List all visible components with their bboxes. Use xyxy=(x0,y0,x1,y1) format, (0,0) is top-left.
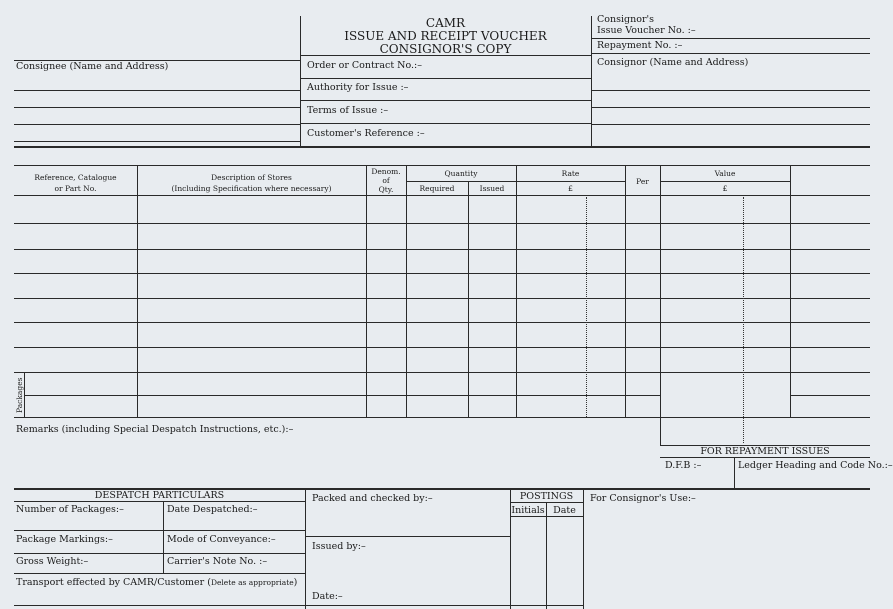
divider xyxy=(366,165,367,417)
divider xyxy=(305,536,510,537)
rate-currency: £ xyxy=(568,184,573,193)
col-header-quantity: Quantity xyxy=(444,169,478,178)
table-row-line xyxy=(24,395,660,396)
divider xyxy=(591,53,870,54)
divider xyxy=(24,372,25,417)
divider xyxy=(14,107,300,108)
postings-date: Date xyxy=(553,505,576,516)
divider xyxy=(14,573,305,574)
divider xyxy=(790,165,791,417)
divider xyxy=(660,165,661,445)
divider xyxy=(591,107,870,108)
col-header-per: Per xyxy=(636,177,649,186)
divider xyxy=(583,488,584,609)
despatch-heading: DESPATCH PARTICULARS xyxy=(94,490,225,501)
divider xyxy=(163,501,164,573)
repayment-heading: FOR REPAYMENT ISSUES xyxy=(700,446,830,457)
divider xyxy=(14,605,584,606)
table-row-line xyxy=(14,249,870,250)
carriers-note-field[interactable]: Carrier's Note No. :– xyxy=(167,556,268,567)
divider xyxy=(591,38,870,39)
form-header xyxy=(300,17,591,56)
divider xyxy=(516,165,517,417)
consignor-use-field[interactable]: For Consignor's Use:– xyxy=(590,493,696,504)
dfb-field[interactable]: D.F.B :– xyxy=(665,460,702,471)
org-title: CAMR xyxy=(425,16,466,30)
divider xyxy=(14,141,300,142)
customer-ref-field[interactable]: Customer's Reference :– xyxy=(307,128,425,139)
divider xyxy=(14,501,305,502)
divider xyxy=(300,100,591,101)
copy-label: CONSIGNOR'S COPY xyxy=(379,42,512,56)
date-field[interactable]: Date:– xyxy=(312,591,343,602)
divider xyxy=(516,181,625,182)
col-header-reference: Reference, Catalogue or Part No. xyxy=(34,173,117,193)
col-header-description: Description of Stores (Including Specification where necessary) xyxy=(171,173,332,193)
form-title: ISSUE AND RECEIPT VOUCHER xyxy=(344,29,547,43)
transport-field[interactable]: Transport effected by CAMR/Customer (Delete as appropriate) xyxy=(16,577,298,588)
pence-divider xyxy=(586,197,587,417)
packed-checked-field[interactable]: Packed and checked by:– xyxy=(312,493,433,504)
date-despatched-field[interactable]: Date Despatched:– xyxy=(167,504,258,515)
divider xyxy=(591,124,870,125)
mode-conveyance-field[interactable]: Mode of Conveyance:– xyxy=(167,534,276,545)
authority-field[interactable]: Authority for Issue :– xyxy=(307,82,409,93)
table-row-line xyxy=(14,347,870,348)
divider xyxy=(406,165,407,417)
divider xyxy=(14,553,305,554)
divider xyxy=(137,165,138,417)
divider xyxy=(14,530,305,531)
ledger-field[interactable]: Ledger Heading and Code No.:– xyxy=(738,460,893,471)
issue-voucher-field[interactable]: Issue Voucher No. :– xyxy=(597,25,696,36)
divider xyxy=(305,488,306,609)
table-row-line xyxy=(14,273,870,274)
col-header-required: Required xyxy=(419,184,455,193)
col-header-issued: Issued xyxy=(479,184,505,193)
col-header-rate: Rate xyxy=(561,169,580,178)
divider xyxy=(14,195,870,196)
divider xyxy=(468,181,469,417)
order-contract-field[interactable]: Order or Contract No.:– xyxy=(307,60,422,71)
remarks-label: Remarks (including Special Despatch Instructions, etc.):– xyxy=(16,424,294,435)
divider xyxy=(591,90,870,91)
table-row-line xyxy=(14,298,870,299)
consignor-address-label: Consignor (Name and Address) xyxy=(597,57,749,68)
divider xyxy=(300,78,591,79)
package-markings-field[interactable]: Package Markings:– xyxy=(16,534,113,545)
divider xyxy=(406,181,516,182)
postings-initials: Initials xyxy=(511,505,545,516)
table-row-line xyxy=(14,372,870,373)
pence-divider xyxy=(743,197,744,443)
col-header-denom: Denom. of Qty. xyxy=(371,167,401,194)
terms-field[interactable]: Terms of Issue :– xyxy=(307,105,389,116)
divider xyxy=(591,16,592,146)
consignee-label: Consignee (Name and Address) xyxy=(16,61,169,72)
col-header-value: Value xyxy=(714,169,736,178)
divider xyxy=(660,457,870,458)
issued-by-field[interactable]: Issued by:– xyxy=(312,541,366,552)
table-row-line xyxy=(14,417,870,418)
postings-heading: POSTINGS xyxy=(519,491,574,502)
divider xyxy=(14,146,870,148)
value-currency: £ xyxy=(722,184,728,193)
divider xyxy=(14,124,300,125)
divider xyxy=(546,502,547,609)
divider xyxy=(625,165,626,417)
divider xyxy=(734,457,735,488)
packages-label: Packages xyxy=(15,377,24,413)
divider xyxy=(14,90,300,91)
table-row-line xyxy=(14,223,870,224)
divider xyxy=(14,165,870,166)
gross-weight-field[interactable]: Gross Weight:– xyxy=(16,556,89,567)
table-row-line xyxy=(790,395,870,396)
divider xyxy=(660,181,790,182)
repayment-no-field[interactable]: Repayment No. :– xyxy=(597,40,683,51)
divider xyxy=(300,123,591,124)
consignor-voucher-label: Consignor's xyxy=(597,14,654,25)
table-row-line xyxy=(14,322,870,323)
num-packages-field[interactable]: Number of Packages:– xyxy=(16,504,124,515)
